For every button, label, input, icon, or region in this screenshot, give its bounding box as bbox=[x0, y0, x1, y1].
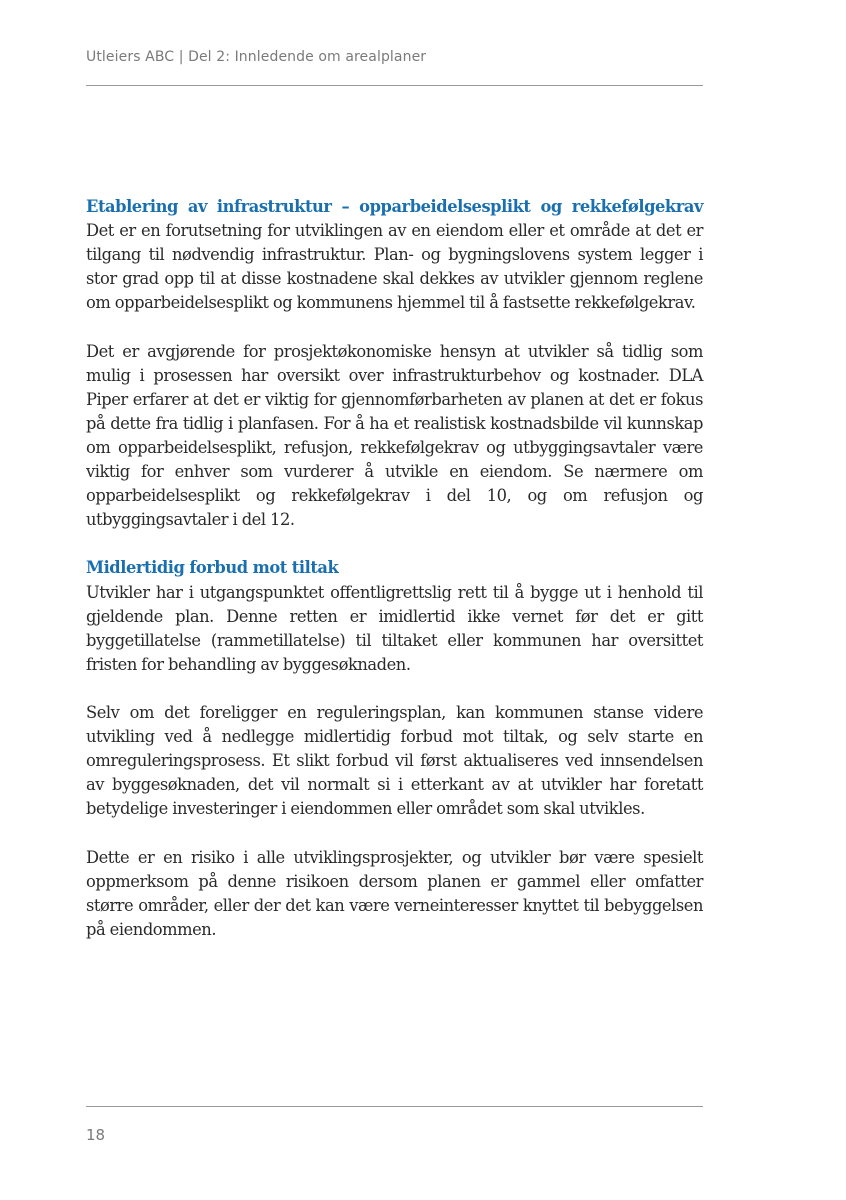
page-number: 18 bbox=[86, 1126, 106, 1144]
running-header: Utleiers ABC | Del 2: Innledende om arealplaner bbox=[86, 49, 427, 65]
paragraph: Det er avgjørende for prosjektøkonomiske hensyn at utvikler så tidlig som mulig i prosessen har oversikt over infrastrukturbehov og kostnader. DLA Piper erfarer at det er viktig for gjennomførbarheten av planen at det er fokus på dette fra tidlig i planfasen. For å ha et realistisk kostnadsbilde vil kunnskap om opparbeidelsesplikt, refusjon, rekkefølgekrav og utbyggingsavtaler være viktig for enhver som vurderer å utvikle en eiendom. Se nærmere om opparbeidelsesplikt og rekkefølgekrav i del 10, og om refusjon og utbyggingsavtaler i del 12. bbox=[86, 341, 703, 530]
paragraph: Utvikler har i utgangspunktet offentligrettslig rett til å bygge ut i henhold til gjeldende plan. Denne retten er imidlertid ikke vernet før det er gitt byggetillatelse (rammetillatelse) til tiltaket eller kommunen har oversittet fristen for behandling av byggesøknaden. bbox=[86, 582, 703, 674]
page-body bbox=[86, 195, 703, 966]
footer-divider bbox=[86, 1106, 703, 1107]
section-heading-infrastructure: Etablering av infrastruktur – opparbeidelsesplikt og rekkefølgekrav bbox=[86, 197, 703, 216]
paragraph: Selv om det foreligger en reguleringsplan, kan kommunen stanse videre utvikling ved å nedlegge midlertidig forbud mot tiltak, og selv starte en omreguleringsprosess. Et slikt forbud vil først aktualiseres ved innsendelsen av byggesøknaden, det vil normalt si i etterkant av at utvikler har foretatt betydelige investeringer i eiendommen eller området som skal utvikles. bbox=[86, 702, 703, 819]
header-divider bbox=[86, 85, 703, 86]
paragraph: Dette er en risiko i alle utviklingsprosjekter, og utvikler bør være spesielt oppmerksom på denne risikoen dersom planen er gammel eller omfatter større områder, eller der det kan være verneinteresser knyttet til bebyggelsen på eiendommen. bbox=[86, 847, 703, 939]
section-heading-temporary-ban: Midlertidig forbud mot tiltak bbox=[86, 558, 339, 578]
paragraph: Det er en forutsetning for utviklingen av en eiendom eller et område at det er tilgang til nødvendig infrastruktur. Plan- og bygningslovens system legger i stor grad opp til at disse kostnadene skal dekkes av utvikler gjennom reglene om opparbeidelsesplikt og kommunens hjemmel til å fastsette rekkefølgekrav. bbox=[86, 221, 703, 313]
